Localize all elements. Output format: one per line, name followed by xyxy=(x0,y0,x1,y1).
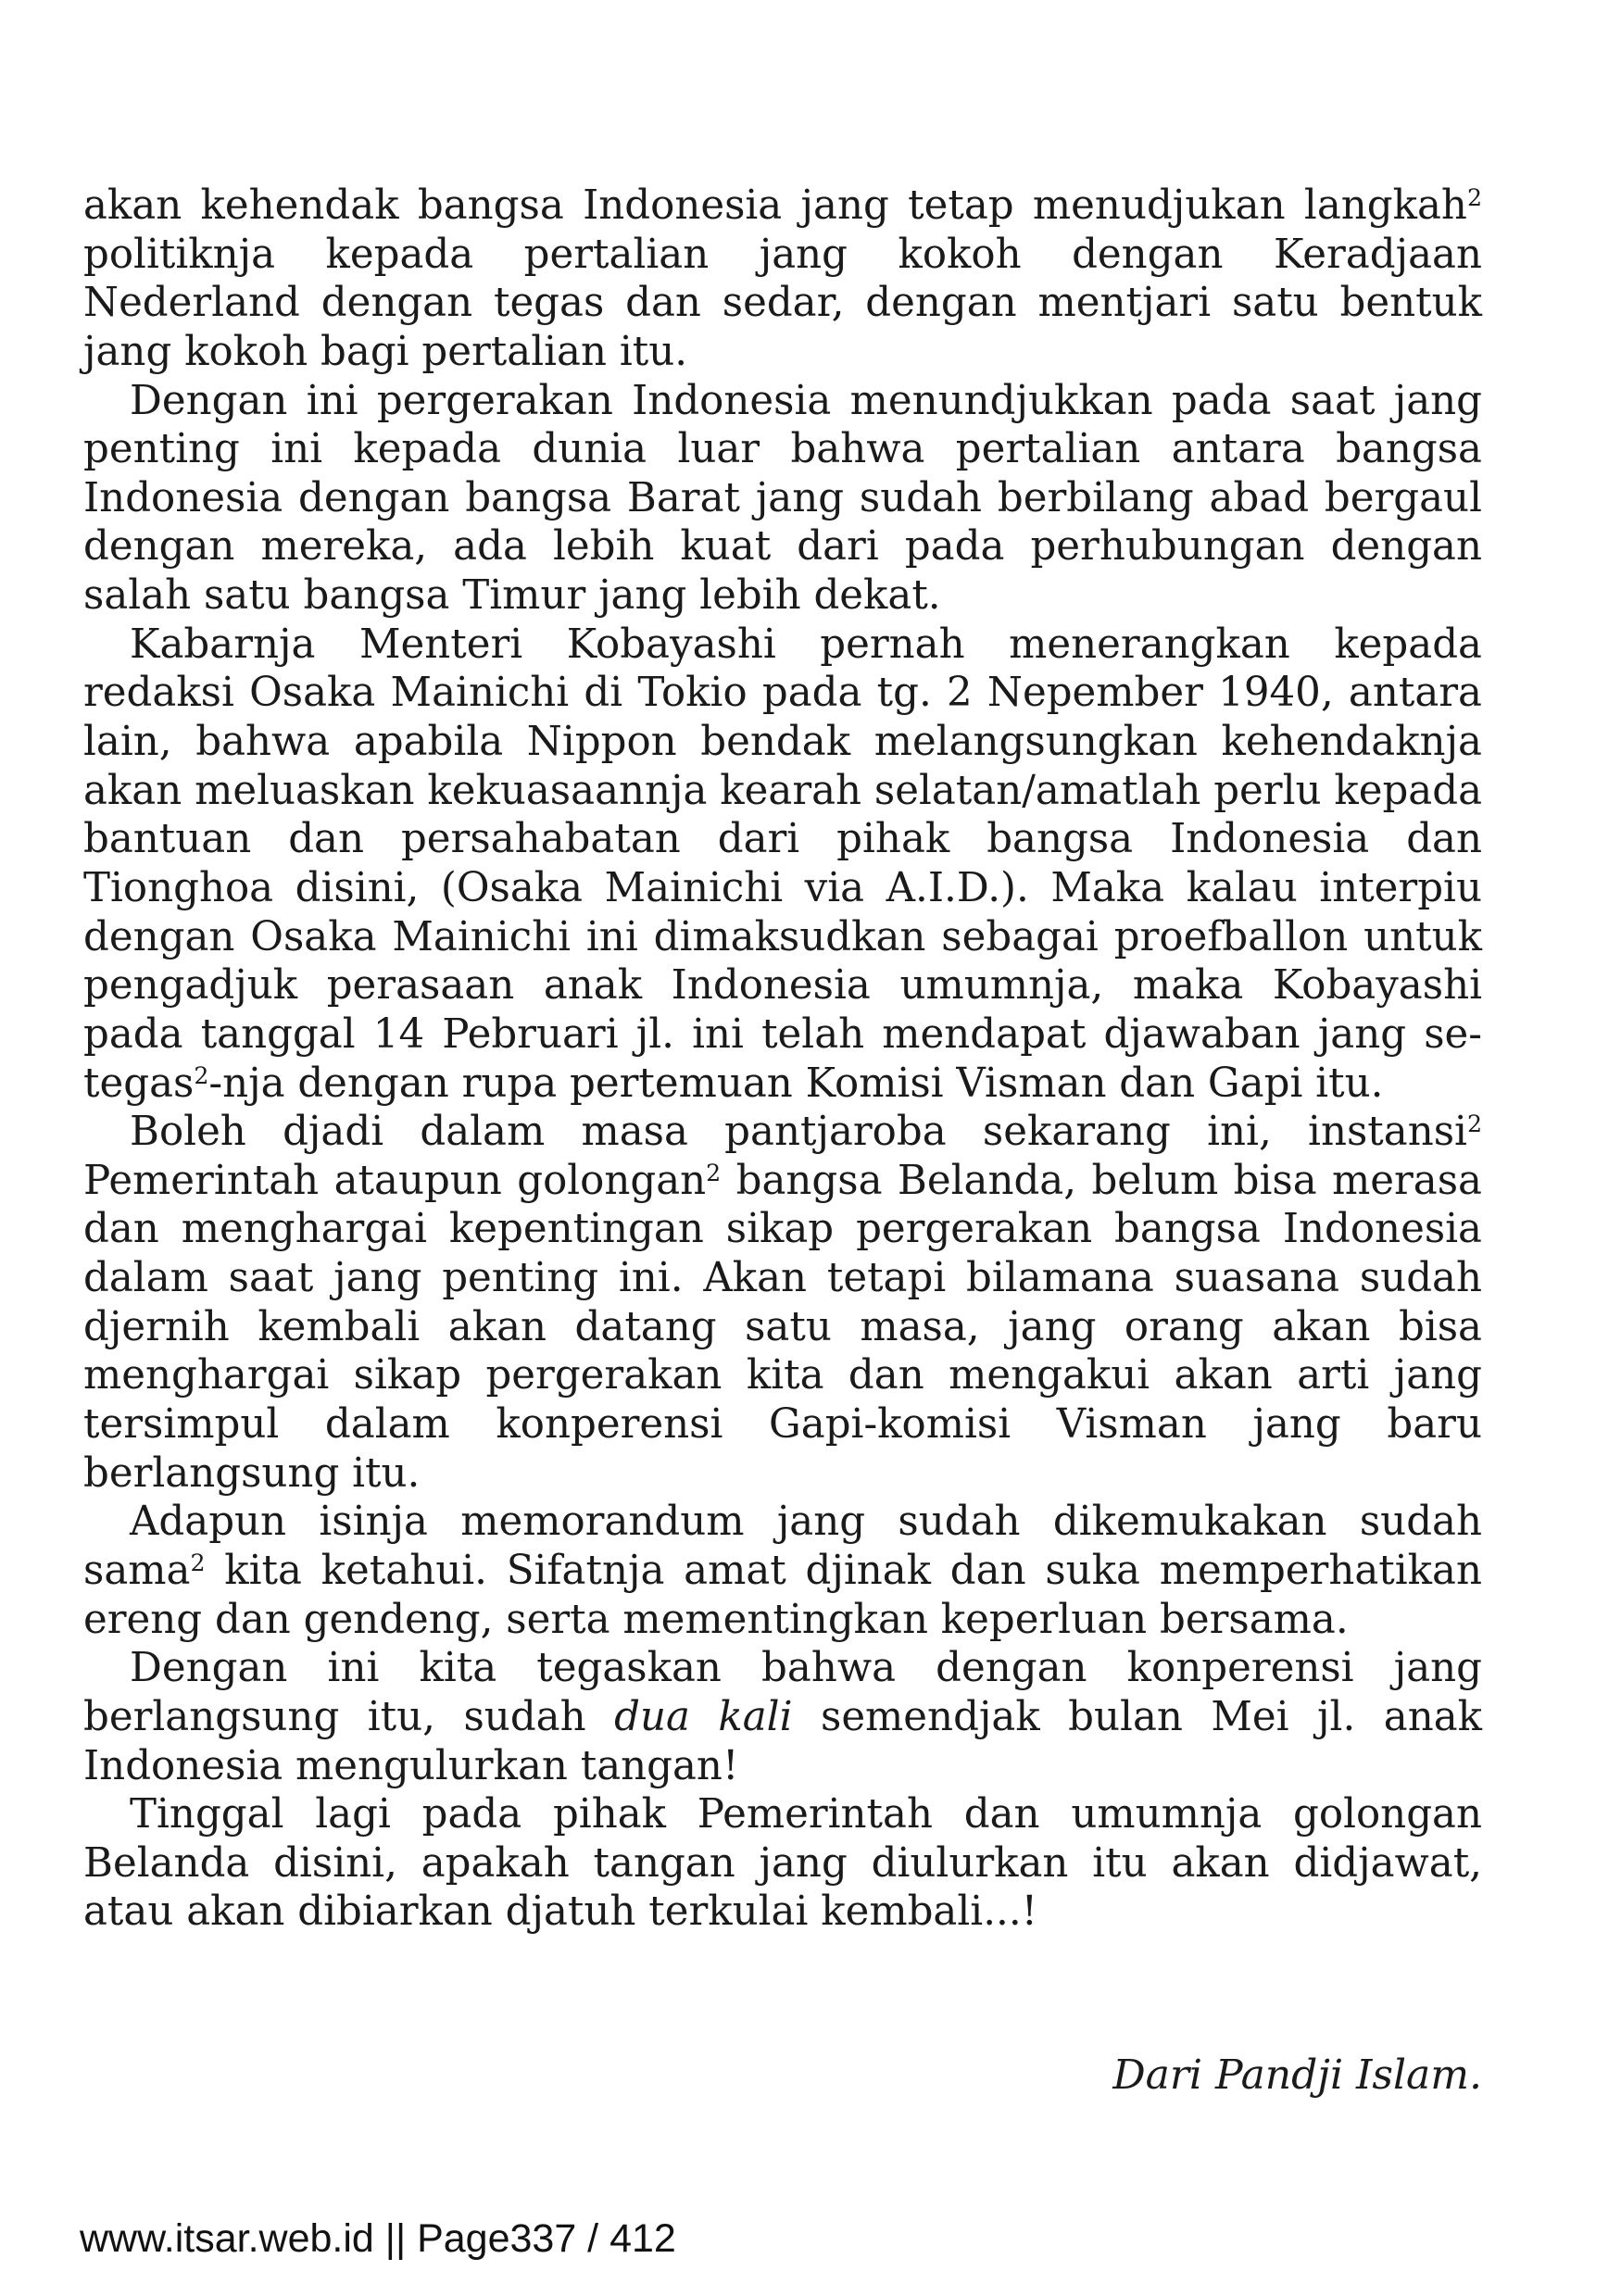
paragraph-4: Boleh djadi dalam masa pantjaroba sekarang ini, instansi$^2$ Pemerintah ataupun golongan$^2$ bangsa Belanda, belum bisa merasa dan menghargai kepentingan sikap pergerakan bangsa Indonesia dalam saat jang penting ini. Akan tetapi bilamana suasana sudah djernih kembali akan datang satu masa, jang orang akan bisa menghargai sikap pergerakan kita dan mengakui akan arti jang tersimpul dalam konperensi Gapi-komisi Visman jang baru berlangsung itu. xyxy=(83,1109,1482,1497)
article-body xyxy=(83,182,1482,1937)
paragraph-7: Tinggal lagi pada pihak Pemerintah dan umumnja golongan Belanda disini, apakah tangan jang diulurkan itu akan didjawat, atau akan dibiarkan djatuh terkulai kembali...! xyxy=(83,1791,1482,1936)
paragraph-5: Adapun isinja memorandum jang sudah dikemukakan sudah sama$^2$ kita ketahui. Sifatnja amat djinak dan suka memperhatikan ereng dan gendeng, serta mementingkan keperluan bersama. xyxy=(83,1499,1482,1643)
paragraph-1: akan kehendak bangsa Indonesia jang tetap menudjukan langkah$^2$ politiknja kepada pertalian jang kokoh dengan Keradjaan Nederland dengan tegas dan sedar, dengan mentjari satu bentuk jang kokoh bagi pertalian itu. xyxy=(83,182,1482,375)
page-footer: www.itsar.web.id || Page337 / 412 xyxy=(80,2216,676,2261)
paragraph-2: Dengan ini pergerakan Indonesia menundjukkan pada saat jang penting ini kepada dunia luar bahwa pertalian antara bangsa Indonesia dengan bangsa Barat jang sudah berbilang abad bergaul dengan mereka, ada lebih kuat dari pada perhubungan dengan salah satu bangsa Timur jang lebih dekat. xyxy=(83,377,1482,620)
source-signature: Dari Pandji Islam. xyxy=(1112,2051,1482,2099)
paragraph-6: Dengan ini kita tegaskan bahwa dengan konperensi jang berlangsung itu, sudah dua kali semendjak bulan Mei jl. anak Indonesia mengulurkan tangan! xyxy=(83,1645,1483,1789)
paragraph-3: Kabarnja Menteri Kobayashi pernah menerangkan kepada redaksi Osaka Mainichi di Tokio pada tg. 2 Nepember 1940, antara lain, bahwa apabila Nippon bendak melangsungkan kehendaknja akan meluaskan kekuasaannja kearah selatan/amatlah perlu kepada bantuan dan persahabatan dari pihak bangsa Indonesia dan Tionghoa disini, (Osaka Mainichi via A.I.D.). Maka kalau interpiu dengan Osaka Mainichi ini dimaksudkan sebagai proefballon untuk pengadjuk perasaan anak Indonesia umumnja, maka Kobayashi pada tanggal 14 Pebruari jl. ini telah mendapat djawaban jang se-tegas$^2$-nja dengan rupa pertemuan Komisi Visman dan Gapi itu. xyxy=(83,621,1482,1107)
